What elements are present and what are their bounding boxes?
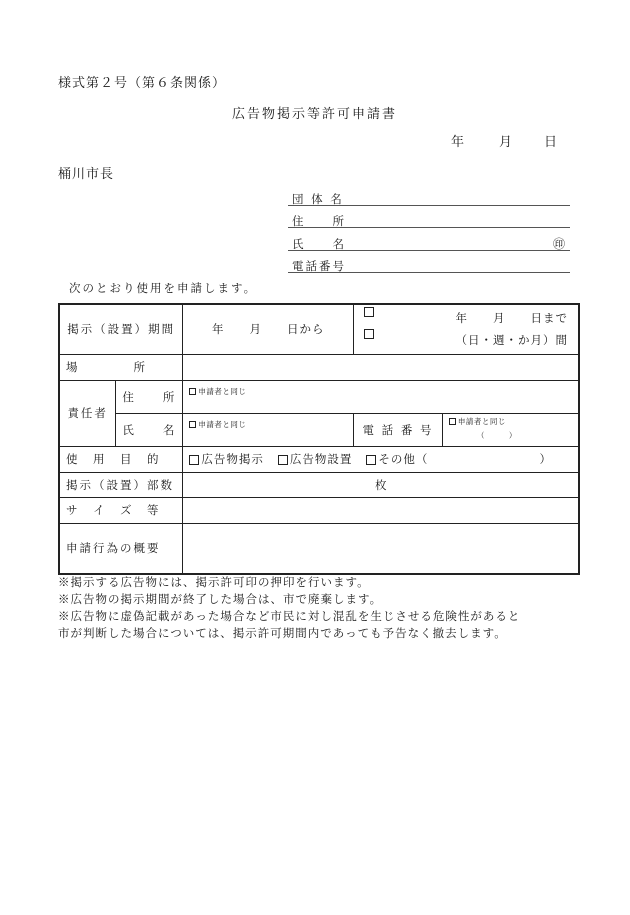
group-name-underline[interactable]	[288, 205, 570, 206]
resp-address-label: 住 所	[116, 380, 183, 413]
size-label: サ イ ズ 等	[59, 497, 183, 523]
row-resp-name	[59, 413, 579, 446]
addressee: 桶川市長	[58, 167, 115, 182]
phone-underline[interactable]	[288, 272, 570, 273]
date-year-label: 年	[451, 135, 466, 150]
row-place	[59, 354, 579, 380]
resp-address-cell[interactable]	[183, 380, 579, 413]
seal-mark: ㊞	[553, 237, 566, 251]
resp-phone-paren: （ ）	[476, 430, 517, 440]
period-to: 年 月 日まで	[455, 311, 568, 326]
resp-phone-same-label: 申請者と同じ	[457, 416, 506, 426]
resp-phone-same-checkbox[interactable]	[449, 418, 456, 425]
purpose-option-1: 広告物掲示	[201, 452, 264, 466]
resp-name-same-checkbox[interactable]	[189, 421, 196, 428]
summary-value[interactable]	[183, 523, 579, 574]
name-label: 氏 名	[292, 237, 346, 251]
row-summary	[59, 523, 579, 574]
count-value[interactable]	[183, 472, 579, 497]
row-count	[59, 472, 579, 497]
responsible-label: 責任者	[59, 380, 116, 446]
note-1: ※掲示する広告物には、掲示許可印の押印を行います。	[58, 575, 370, 589]
count-unit: 枚	[374, 477, 387, 492]
purpose-option-2: 広告物設置	[289, 452, 353, 466]
notes	[58, 574, 588, 642]
resp-name-same-label: 申請者と同じ	[198, 419, 247, 429]
period-from[interactable]: 年 月 日から	[183, 304, 354, 354]
period-to-cell[interactable]	[354, 304, 579, 354]
period-label: 掲示（設置）期間	[59, 304, 183, 354]
application-table	[58, 303, 580, 575]
purpose-option-3: その他（	[378, 452, 429, 466]
purpose-options	[183, 446, 579, 472]
intro-text: 次のとおり使用を申請します。	[69, 281, 258, 295]
size-value[interactable]	[183, 497, 579, 523]
resp-phone-label: 電 話 番 号	[354, 413, 443, 446]
row-purpose	[59, 446, 579, 472]
resp-name-label: 氏 名	[116, 413, 183, 446]
address-underline[interactable]	[288, 227, 570, 228]
summary-label: 申請行為の概要	[59, 523, 183, 574]
resp-phone-cell[interactable]	[442, 413, 579, 446]
count-label: 掲示（設置）部数	[59, 472, 183, 497]
period-unit-checkbox[interactable]	[364, 329, 374, 339]
period-unit: （日・週・か月）間	[455, 333, 568, 348]
date-day-label: 日	[544, 135, 559, 150]
date-month-label: 月	[499, 135, 514, 150]
row-resp-address	[59, 380, 579, 413]
note-3: ※広告物に虚偽記載があった場合など市民に対し混乱を生じさせる危険性があると	[58, 609, 521, 623]
group-name-label: 団 体 名	[292, 192, 344, 206]
row-period	[59, 304, 579, 354]
note-4: 市が判断した場合については、掲示許可期間内であっても予告なく撤去します。	[58, 626, 507, 640]
row-size	[59, 497, 579, 523]
resp-address-same-checkbox[interactable]	[189, 388, 196, 395]
period-to-checkbox[interactable]	[364, 307, 374, 317]
form-number: 様式第２号（第６条関係）	[58, 76, 227, 91]
note-2: ※広告物の掲示期間が終了した場合は、市で廃棄します。	[58, 592, 383, 606]
place-label: 場 所	[59, 354, 183, 380]
purpose-close-paren: ）	[539, 452, 552, 466]
purpose-label: 使 用 目 的	[59, 446, 183, 472]
address-label: 住 所	[292, 214, 346, 228]
name-underline[interactable]	[288, 250, 570, 251]
page-title: 広告物掲示等許可申請書	[232, 107, 398, 122]
phone-label: 電話番号	[292, 259, 346, 273]
purpose-option-3-checkbox[interactable]	[366, 455, 376, 465]
place-value[interactable]	[183, 354, 579, 380]
purpose-option-2-checkbox[interactable]	[278, 455, 288, 465]
resp-address-same-label: 申請者と同じ	[198, 386, 247, 396]
purpose-option-1-checkbox[interactable]	[189, 455, 199, 465]
resp-name-cell[interactable]	[183, 413, 354, 446]
